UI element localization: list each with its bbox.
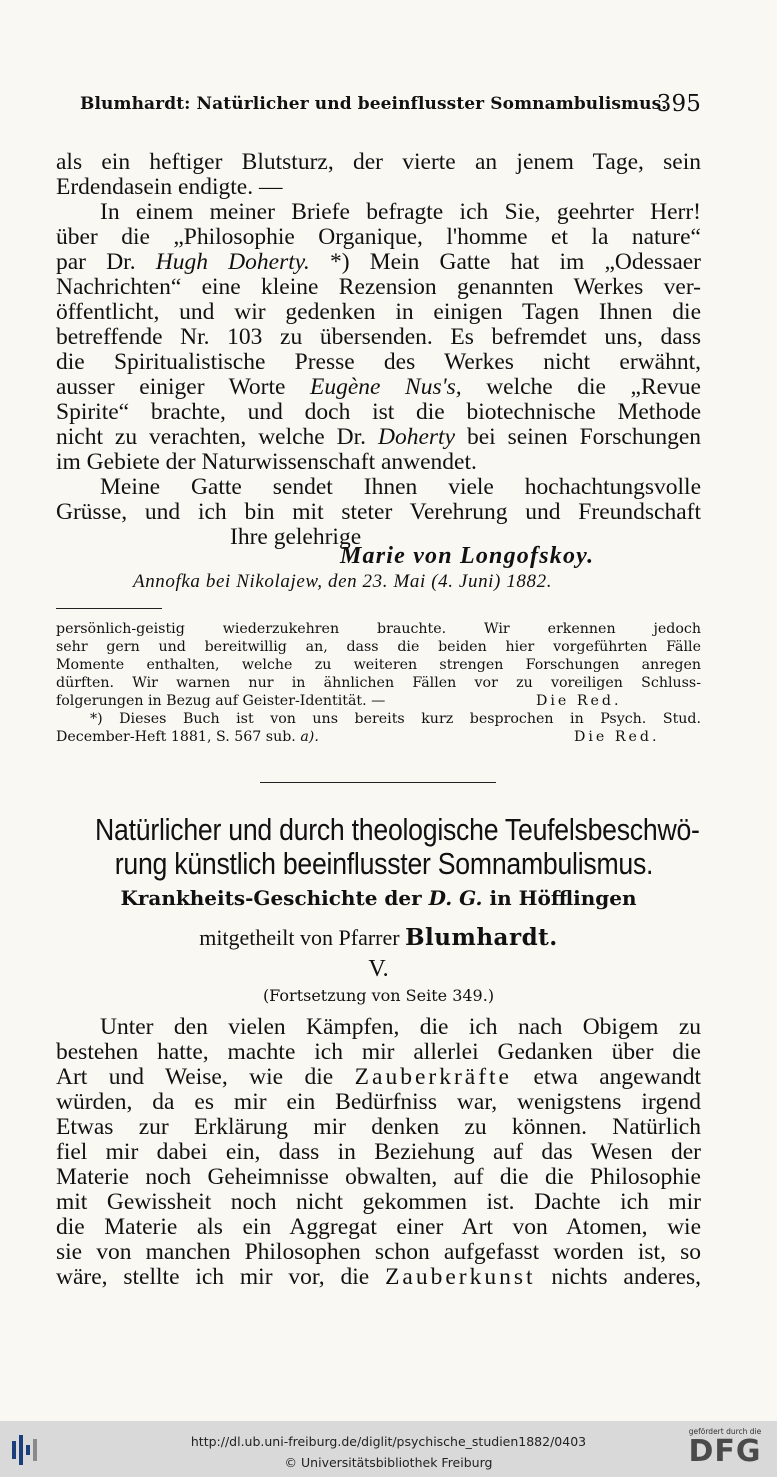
article-title-line2: rung künstlich beeinflusster Somnambulismus. (114, 846, 654, 881)
author-name: Blumhardt. (405, 924, 558, 951)
text-line: über die „Philosophie Organique, l'homme et la nature“ (56, 224, 701, 250)
text-span: nicht zu verachten, welche Dr. (56, 424, 367, 450)
text-span: bei seinen Forschungen (466, 424, 702, 450)
dfg-logo[interactable] (687, 1427, 763, 1473)
editor-mark: Die Red. (574, 729, 660, 745)
text-span: mitgetheilt von Pfarrer (199, 925, 400, 950)
signature: Marie von Longofskoy. (340, 543, 595, 569)
text-span: Krankheits-Geschichte der (120, 886, 422, 910)
text-span: D. G. (428, 886, 483, 910)
footnote-line: sehr gern und bereitwillig an, dass die beiden hier vorgeführten Fälle (56, 639, 701, 655)
text-span: a). (300, 729, 319, 745)
article-title-line1: Natürlicher und durch theologische Teufelsbeschwö- (95, 812, 700, 847)
author-name-italic: Hugh Doherty. (155, 249, 310, 275)
text-span: Art und Weise, wie die (56, 1064, 334, 1090)
running-header (80, 91, 701, 117)
footnote-line: *) Dieses Buch ist von uns bereits kurz besprochen in Psych. Stud. (90, 711, 701, 727)
author-name-italic: Doherty (378, 424, 456, 450)
document-url-link[interactable]: http://dl.ub.uni-freiburg.de/diglit/psychische_studien1882/0403 (190, 1434, 587, 1449)
text-line: Meine Gatte sendet Ihnen viele hochachtungsvolle (100, 474, 701, 500)
section-rule (260, 782, 496, 783)
text-line: im Gebiete der Naturwissenschaft anwendet. (56, 449, 477, 475)
text-span: nichts anderes, (551, 1264, 702, 1290)
emphasis-spaced: Zauberkunst (385, 1264, 536, 1290)
copyright-text: © Universitätsbibliothek Freiburg (284, 1455, 493, 1470)
text-span: par Dr. (56, 249, 136, 275)
text-line: würden, da es mir ein Bedürfniss war, wenigstens irgend (56, 1089, 701, 1115)
text-span: etwa angewandt (533, 1064, 702, 1090)
text-span: in Höfflingen (489, 886, 637, 910)
text-line (56, 1264, 701, 1290)
text-span: welche die „Revue (486, 374, 701, 400)
section-number: V. (368, 956, 389, 982)
continuation-note: (Fortsetzung von Seite 349.) (262, 986, 495, 1005)
text-span: *) Mein Gatte hat im „Odessaer (329, 249, 702, 275)
text-line: bestehen hatte, machte ich mir allerlei Gedanken über die (56, 1039, 701, 1065)
running-title: Blumhardt: Natürlicher und beeinflusster Somnambulismus. (80, 94, 668, 114)
text-line (56, 424, 701, 450)
editor-mark: Die Red. (536, 693, 622, 709)
page-number: 395 (656, 91, 701, 117)
place-date: Annofka bei Nikolajew, den 23. Mai (4. Juni) 1882. (133, 571, 553, 592)
emphasis-spaced: Zauberkräfte (354, 1064, 512, 1090)
text-span: December-Heft 1881, S. 567 sub. (56, 729, 296, 745)
byline (56, 924, 701, 951)
text-line: Grüsse, und ich bin mit steter Verehrung und Freundschaft (56, 499, 701, 525)
funder-note: gefördert durch die (688, 1427, 762, 1436)
viewer-footer (0, 1421, 777, 1477)
text-line: die Materie als ein Aggregat einer Art von Atomen, wie (56, 1214, 701, 1240)
text-line: Etwas zur Erklärung mir denken zu können. Natürlich (56, 1114, 701, 1140)
text-line: die Spiritualistische Presse des Werkes nicht erwähnt, (56, 349, 701, 375)
text-line (56, 374, 701, 400)
text-line: als ein heftiger Blutsturz, der vierte an jenem Tage, sein (56, 149, 701, 175)
footnote-line: dürften. Wir warnen nur in ähnlichen Fällen vor zu voreiligen Schluss- (56, 675, 701, 691)
text-line: Ihre gelehrige (230, 524, 362, 550)
text-line: Erdendasein endigte. — (56, 174, 283, 200)
text-line: sie von manchen Philosophen schon aufgefasst worden ist, so (56, 1239, 701, 1265)
text-span: ausser einiger Worte (56, 374, 286, 400)
text-span: wäre, stellte ich mir vor, die (56, 1264, 370, 1290)
author-name-italic: Eugène Nus's, (310, 374, 462, 400)
text-line: In einem meiner Briefe befragte ich Sie, geehrter Herr! (100, 199, 701, 225)
text-line: Unter den vielen Kämpfen, die ich nach Obigem zu (100, 1014, 701, 1040)
footnote-line: Momente enthalten, welche zu weiteren strengen Forschungen anregen (56, 657, 701, 673)
article-subtitle (56, 886, 701, 910)
footnote-line (56, 692, 701, 710)
footnote-line: persönlich-geistig wiederzukehren brauchte. Wir erkennen jedoch (56, 621, 701, 637)
footnote-rule (56, 608, 162, 609)
text-line: mit Gewissheit noch nicht gekommen ist. Dachte ich mir (56, 1189, 701, 1215)
text-line (56, 249, 701, 275)
text-line: fiel mir dabei ein, dass in Beziehung auf das Wesen der (56, 1139, 701, 1165)
text-line (56, 1064, 701, 1090)
text-span: folgerungen in Bezug auf Geister-Identität. — (56, 693, 386, 709)
text-line: Materie noch Geheimnisse obwalten, auf die die Philosophie (56, 1164, 701, 1190)
text-line: betreffende Nr. 103 zu übersenden. Es befremdet uns, dass (56, 324, 701, 350)
footnote-line (56, 728, 701, 746)
text-line: Spirite“ brachte, und doch ist die biotechnische Methode (56, 399, 701, 425)
text-line: öffentlicht, und wir gedenken in einigen Tagen Ihnen die (56, 299, 701, 325)
dfg-logo-text: DFG (688, 1434, 762, 1469)
text-line: Nachrichten“ eine kleine Rezension genannten Werkes ver- (56, 274, 701, 300)
